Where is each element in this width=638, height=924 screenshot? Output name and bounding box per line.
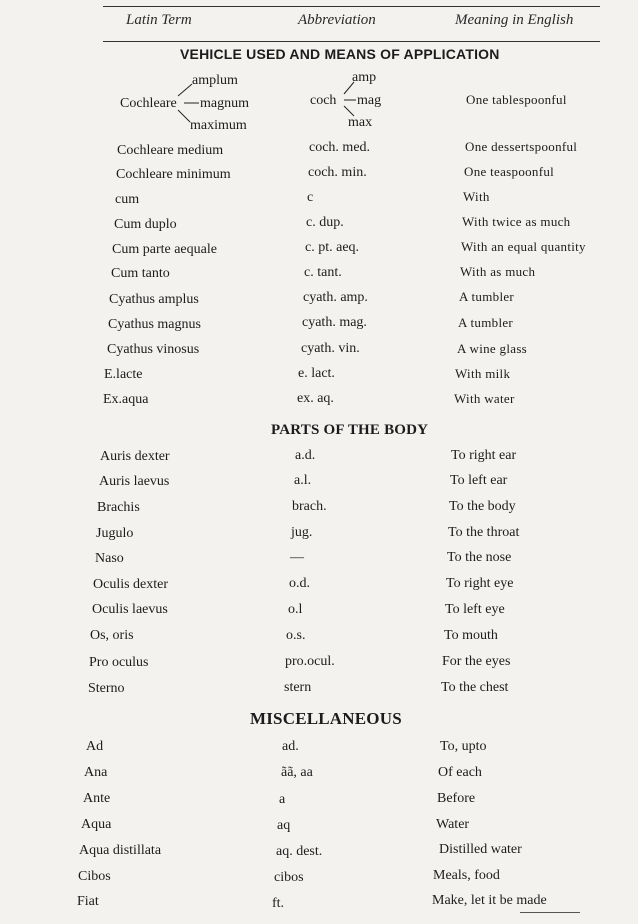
meaning: To, upto [440, 739, 487, 754]
meaning: One dessertspoonful [465, 139, 578, 154]
abbreviation: cyath. amp. [303, 290, 368, 305]
abbreviation: ft. [272, 896, 285, 911]
latin-term: Oculis dexter [93, 577, 169, 592]
abbreviation: e. lact. [298, 366, 335, 381]
cochleare-branch-amplum: amplum [192, 73, 238, 88]
latin-term: cum [115, 192, 140, 207]
meaning: With [463, 189, 490, 204]
meaning: To mouth [444, 628, 498, 643]
meaning: With twice as much [462, 214, 571, 229]
latin-term: Fiat [77, 894, 99, 909]
abbreviation: brach. [292, 499, 327, 514]
meaning: To the throat [448, 525, 520, 540]
latin-term: Cyathus amplus [109, 292, 199, 307]
meaning: Meals, food [433, 868, 500, 883]
meaning: Distilled water [439, 842, 522, 857]
abbreviation: pro.ocul. [285, 654, 335, 669]
section-title-vehicle: VEHICLE USED AND MEANS OF APPLICATION [180, 46, 500, 62]
latin-term: E.lacte [104, 367, 143, 382]
abbreviation: cibos [274, 870, 304, 885]
meaning: To right eye [446, 576, 514, 591]
latin-term: Pro oculus [89, 655, 149, 670]
latin-term: Aqua distillata [79, 843, 162, 858]
meaning: To the chest [441, 680, 509, 695]
abbreviation: c [307, 190, 314, 205]
meaning: To right ear [451, 448, 517, 463]
meaning: For the eyes [442, 654, 511, 669]
abbreviation: a [279, 792, 286, 807]
meaning: With milk [455, 366, 511, 381]
abbreviation: cyath. vin. [301, 341, 360, 356]
abbreviation: a.d. [295, 448, 316, 463]
latin-term: Ex.aqua [103, 392, 149, 407]
abbreviation: o.d. [289, 576, 310, 591]
meaning: A tumbler [458, 315, 514, 330]
latin-term: Ante [83, 791, 111, 806]
abbreviation: aq [277, 818, 291, 833]
section-title-body: PARTS OF THE BODY [271, 422, 429, 438]
latin-term: Cum tanto [111, 266, 170, 281]
latin-term: Brachis [97, 500, 140, 515]
abbreviation: — [290, 550, 304, 565]
abbreviation: ad. [282, 739, 299, 754]
latin-term: Cum duplo [114, 217, 177, 232]
abbreviation: o.s. [286, 628, 306, 643]
cochleare-branch-maximum: maximum [190, 118, 247, 133]
cochleare-root: Cochleare [120, 96, 177, 111]
latin-term: Ana [84, 765, 108, 780]
latin-term: Aqua [81, 817, 112, 832]
header-abbreviation: Abbreviation [298, 12, 376, 28]
abbreviation: jug. [291, 525, 313, 540]
abbreviation: stern [284, 680, 312, 695]
meaning: To left ear [450, 473, 508, 488]
latin-term: Os, oris [90, 628, 134, 643]
abbreviation: c. pt. aeq. [305, 240, 360, 255]
abbreviation: ãã, aa [281, 765, 313, 780]
meaning: With an equal quantity [461, 239, 586, 254]
meaning: A wine glass [457, 341, 528, 356]
cochleare-branch-magnum: magnum [200, 96, 249, 111]
latin-term: Cochleare medium [117, 143, 224, 158]
coch-abbr-max: max [348, 115, 373, 130]
meaning: A tumbler [459, 289, 515, 304]
meaning: Of each [438, 765, 482, 780]
abbreviation: aq. dest. [276, 844, 323, 859]
abbreviation: o.l [288, 602, 303, 617]
meaning: Water [436, 817, 470, 832]
latin-term: Naso [95, 551, 124, 566]
latin-term: Cum parte aequale [112, 242, 217, 257]
coch-meaning: One tablespoonful [466, 92, 567, 107]
latin-term: Cyathus vinosus [107, 342, 200, 357]
abbreviation: c. dup. [306, 215, 344, 230]
latin-term: Auris laevus [99, 474, 170, 489]
meaning: With water [454, 391, 515, 406]
latin-term: Sterno [88, 681, 125, 696]
latin-term: Oculis laevus [92, 602, 168, 617]
header-meaning: Meaning in English [455, 12, 574, 28]
abbreviation: coch. med. [309, 140, 371, 155]
coch-abbr-amp: amp [352, 70, 377, 85]
section-title-misc: MISCELLANEOUS [250, 709, 402, 728]
coch-abbr-root: coch [310, 93, 337, 108]
latin-term: Jugulo [96, 526, 134, 541]
abbreviation: coch. min. [308, 165, 367, 180]
latin-term: Ad [86, 739, 104, 754]
meaning: To left eye [445, 602, 505, 617]
abbreviation: cyath. mag. [302, 315, 367, 330]
meaning: With as much [460, 264, 536, 279]
header-latin-term: Latin Term [126, 12, 192, 28]
meaning: One teaspoonful [464, 164, 555, 179]
abbreviation: a.l. [294, 473, 312, 488]
meaning: To the nose [447, 550, 512, 565]
coch-abbr-mag: mag [357, 93, 382, 108]
meaning: Before [437, 791, 476, 806]
latin-term: Cibos [78, 869, 111, 884]
meaning: Make, let it be made [432, 893, 547, 908]
latin-term: Cyathus magnus [108, 317, 201, 332]
latin-term: Cochleare minimum [116, 167, 231, 182]
abbreviation: ex. aq. [297, 391, 334, 406]
underline-mark [520, 912, 580, 913]
meaning: To the body [449, 499, 516, 514]
abbreviation: c. tant. [304, 265, 342, 280]
latin-term: Auris dexter [100, 449, 170, 464]
